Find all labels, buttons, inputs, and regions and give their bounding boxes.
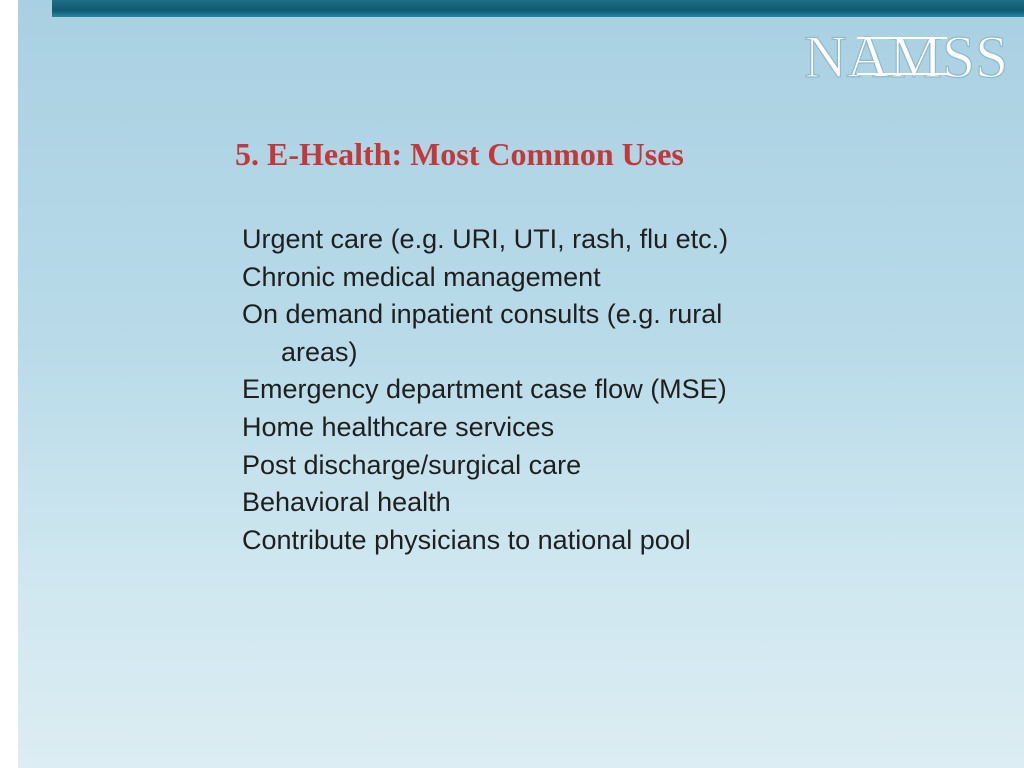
- list-item: Urgent care (e.g. URI, UTI, rash, flu etc.): [242, 224, 729, 254]
- svg-text:NAMSS: NAMSS: [804, 24, 1008, 86]
- namss-logo: [801, 22, 1011, 86]
- use-list: [242, 221, 802, 559]
- list-item: Behavioral health: [242, 487, 451, 518]
- slide-title: 5. E-Health: Most Common Uses: [235, 136, 684, 172]
- list-item: On demand inpatient consults (e.g. rural areas): [242, 299, 723, 367]
- slide: [18, 0, 1024, 768]
- list-item: Emergency department case flow (MSE): [242, 374, 727, 405]
- list-item: Home healthcare services: [242, 411, 555, 442]
- list-item: Chronic medical management: [242, 261, 601, 292]
- list-item: Post discharge/surgical care: [242, 449, 582, 480]
- top-banner-bar: [52, 0, 1024, 17]
- list-item: Contribute physicians to national pool: [242, 524, 691, 555]
